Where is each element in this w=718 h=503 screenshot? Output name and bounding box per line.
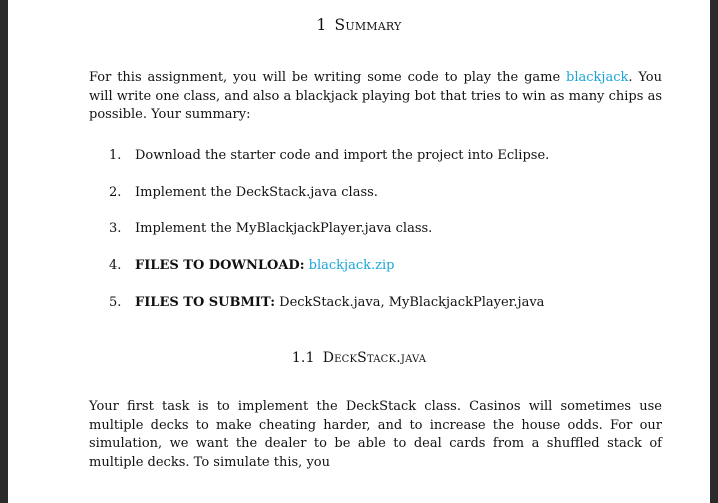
intro-text-start: For this assignment, you will be writing some code to play the game xyxy=(89,70,567,85)
subsection-title: DeckStack.java xyxy=(322,350,427,366)
intro-text-end: . You will write one class, and also a blackjack playing bot that tries to win as many chips as possible. Your summary: xyxy=(89,70,663,122)
list-item-number: 5. xyxy=(109,294,122,310)
files-to-submit-label: FILES TO SUBMIT: xyxy=(135,294,275,310)
blackjack-link[interactable]: blackjack xyxy=(566,70,629,85)
blackjack-zip-link[interactable]: blackjack.zip xyxy=(308,258,395,274)
section-heading xyxy=(8,16,710,34)
files-to-download-label: FILES TO DOWNLOAD: xyxy=(135,258,305,274)
summary-steps-list xyxy=(109,147,549,330)
section-number: 1 xyxy=(316,16,327,34)
list-item xyxy=(109,294,549,331)
list-item xyxy=(109,184,549,221)
document-page xyxy=(8,0,710,503)
list-item-number: 1. xyxy=(109,148,122,163)
subsection-heading xyxy=(8,350,710,366)
list-item-number: 3. xyxy=(109,221,122,237)
list-item xyxy=(109,257,549,294)
subsection-number: 1.1 xyxy=(291,350,315,366)
list-item xyxy=(109,220,549,257)
list-item-text: Download the starter code and import the project into Eclipse. xyxy=(135,148,550,163)
files-to-submit-text: DeckStack.java, MyBlackjackPlayer.java xyxy=(279,294,545,310)
section-title: Summary xyxy=(334,16,402,34)
list-item-text: Implement the DeckStack.java class. xyxy=(135,184,378,200)
list-item xyxy=(109,147,549,184)
list-item-text: Implement the MyBlackjackPlayer.java class. xyxy=(135,221,433,237)
left-viewer-edge xyxy=(0,0,8,503)
deckstack-paragraph: Your first task is to implement the DeckStack class. Casinos will sometimes use multiple decks to make cheating harder, and to increase the house odds. For our simulation, we want the dealer to be able to deal cards from a shuffled stack of multiple decks. To simulate this, you xyxy=(89,399,662,470)
right-viewer-edge xyxy=(710,0,718,503)
list-item-number: 2. xyxy=(109,184,122,200)
list-item-number: 4. xyxy=(109,258,122,274)
intro-paragraph xyxy=(89,69,662,125)
